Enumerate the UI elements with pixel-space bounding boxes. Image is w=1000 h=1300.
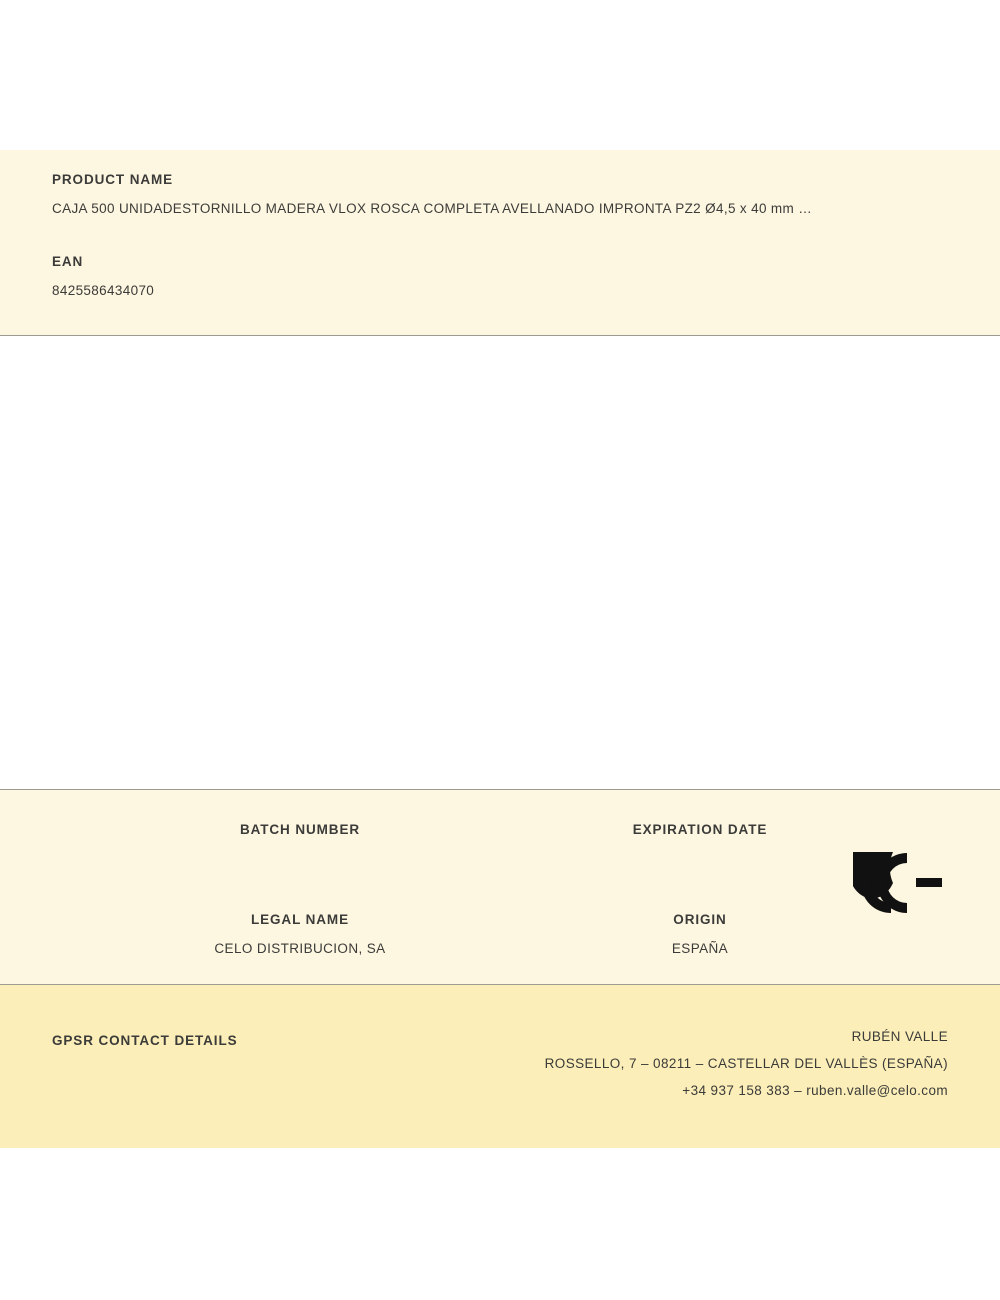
product-info-band (0, 150, 1000, 336)
product-name-label: PRODUCT NAME (52, 172, 174, 187)
batch-origin-band (0, 789, 1000, 985)
expiration-date-label: EXPIRATION DATE (632, 822, 768, 837)
empty-content-area (0, 336, 1000, 789)
batch-number-value (100, 851, 500, 867)
gpsr-contact-details (545, 1029, 948, 1098)
origin-label: ORIGIN (673, 912, 727, 927)
gpsr-contact-label: GPSR CONTACT DETAILS (52, 1033, 238, 1048)
bottom-white-margin (0, 1148, 1000, 1300)
expiration-date-block (500, 822, 900, 867)
product-name-value: CAJA 500 UNIDADESTORNILLO MADERA VLOX ROSCA COMPLETA AVELLANADO IMPRONTA PZ2 Ø4,5 x 40 mm … (52, 201, 813, 216)
gpsr-contact-name: RUBÉN VALLE (851, 1029, 948, 1044)
expiration-date-value (500, 851, 900, 867)
ce-mark-icon (853, 852, 948, 914)
legal-name-label: LEGAL NAME (250, 912, 349, 927)
batch-number-block (100, 822, 500, 867)
gpsr-contact-address: ROSSELLO, 7 – 08211 – CASTELLAR DEL VALLÈS (ESPAÑA) (544, 1056, 948, 1071)
ean-value: 8425586434070 (52, 283, 155, 298)
origin-value: ESPAÑA (671, 941, 729, 956)
gpsr-contact-band (0, 985, 1000, 1148)
batch-number-label: BATCH NUMBER (239, 822, 361, 837)
origin-block (500, 912, 900, 957)
gpsr-contact-phone-email: +34 937 158 383 – ruben.valle@celo.com (682, 1083, 948, 1098)
legal-name-block (100, 912, 500, 957)
legal-name-value: CELO DISTRIBUCION, SA (214, 941, 386, 956)
top-white-margin (0, 0, 1000, 150)
ean-label: EAN (52, 254, 84, 269)
